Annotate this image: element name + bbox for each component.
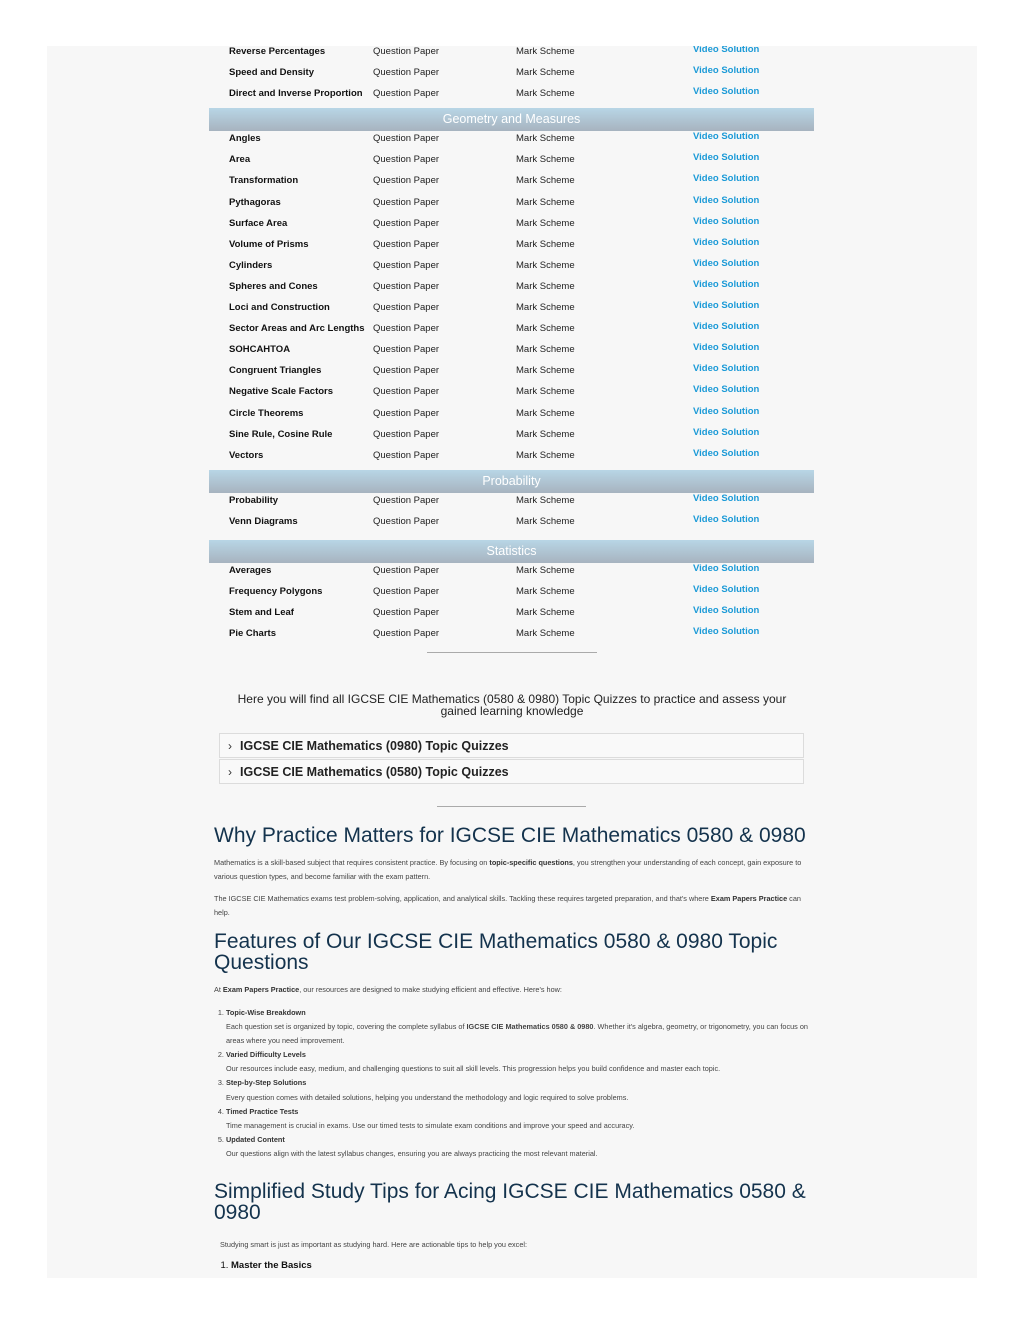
question-paper-link[interactable]: Question Paper (373, 238, 440, 250)
feature-description: Our questions align with the latest syllabus changes, ensuring you are always practicing the most relevant material. (226, 1148, 598, 1158)
mark-scheme-link[interactable]: Mark Scheme (516, 386, 575, 398)
feature-title: Updated Content (226, 1134, 285, 1144)
feature-item (226, 1133, 826, 1161)
question-paper-link[interactable]: Question Paper (373, 365, 440, 377)
topic-name: Spheres and Cones (229, 280, 318, 292)
question-paper-link[interactable]: Question Paper (373, 515, 440, 527)
table-row (209, 407, 814, 428)
quiz-intro: Here you will find all IGCSE CIE Mathematics (0580 & 0980) Topic Quizzes to practice and assess your gained learning knowledge (237, 692, 787, 718)
mark-scheme-link[interactable]: Mark Scheme (516, 217, 575, 229)
table-row (209, 627, 814, 648)
mark-scheme-link[interactable]: Mark Scheme (516, 88, 575, 100)
section-heading-probability: Probability (209, 470, 814, 493)
video-solution-link[interactable]: Video Solution (693, 584, 760, 596)
features-heading: Features of Our IGCSE CIE Mathematics 0580 & 0980 Topic Questions (214, 930, 778, 974)
video-solution-link[interactable]: Video Solution (693, 321, 760, 333)
question-paper-link[interactable]: Question Paper (373, 259, 440, 271)
table-row (209, 87, 814, 108)
table-row (209, 606, 814, 627)
topic-name: Probability (229, 494, 279, 506)
table-row (209, 385, 814, 406)
question-paper-link[interactable]: Question Paper (373, 323, 440, 335)
topic-name: Reverse Percentages (229, 46, 326, 57)
question-paper-link[interactable]: Question Paper (373, 449, 440, 461)
accordion-quizzes-0580[interactable] (219, 759, 804, 784)
question-paper-link[interactable]: Question Paper (373, 564, 440, 576)
topic-table (209, 46, 814, 648)
mark-scheme-link[interactable]: Mark Scheme (516, 175, 575, 187)
tips-list (219, 1260, 312, 1271)
table-row (209, 238, 814, 259)
feature-title: Timed Practice Tests (226, 1106, 299, 1116)
why-heading: Why Practice Matters for IGCSE CIE Mathematics 0580 & 0980 (214, 824, 806, 847)
topic-name: Averages (229, 564, 272, 576)
topic-name: Speed and Density (229, 67, 314, 79)
mark-scheme-link[interactable]: Mark Scheme (516, 302, 575, 314)
video-solution-link[interactable]: Video Solution (693, 405, 760, 417)
question-paper-link[interactable]: Question Paper (373, 46, 440, 57)
table-row (209, 449, 814, 470)
feature-description: Each question set is organized by topic, covering the complete syllabus of IGCSE CIE Mathematics 0580 & 0980. Whether it's algebra, geometry, or trigonometry, you can focus on areas where you need improvement. (226, 1022, 808, 1046)
section-heading-geometry: Geometry and Measures (209, 108, 814, 131)
video-solution-link[interactable]: Video Solution (693, 131, 760, 143)
accordion-quizzes-0980[interactable] (219, 733, 804, 758)
number-rows (209, 46, 814, 108)
topic-name: Volume of Prisms (229, 238, 309, 250)
question-paper-link[interactable]: Question Paper (373, 344, 440, 356)
accordion-label: IGCSE CIE Mathematics (0980) Topic Quizzes (240, 739, 509, 753)
topic-name: Negative Scale Factors (229, 386, 334, 398)
video-solution-link[interactable]: Video Solution (693, 152, 760, 164)
geometry-rows (209, 131, 814, 470)
feature-title: Topic-Wise Breakdown (226, 1008, 306, 1017)
mark-scheme-link[interactable]: Mark Scheme (516, 428, 575, 440)
question-paper-link[interactable]: Question Paper (373, 407, 440, 419)
mark-scheme-link[interactable]: Mark Scheme (516, 323, 575, 335)
feature-title: Varied Difficulty Levels (226, 1050, 306, 1060)
topic-name: Vectors (229, 449, 264, 461)
features-list (214, 1006, 826, 1161)
topic-name: Circle Theorems (229, 407, 304, 419)
feature-description: Time management is crucial in exams. Use our timed tests to simulate exam conditions and improve your speed and accuracy. (226, 1120, 635, 1130)
video-solution-link[interactable]: Video Solution (693, 215, 760, 227)
mark-scheme-link[interactable]: Mark Scheme (516, 628, 575, 640)
question-paper-link[interactable]: Question Paper (373, 133, 440, 145)
video-solution-link[interactable]: Video Solution (693, 513, 760, 525)
topic-name: Angles (229, 133, 261, 145)
mark-scheme-link[interactable]: Mark Scheme (516, 67, 575, 79)
topic-name: Transformation (229, 175, 299, 187)
video-solution-link[interactable]: Video Solution (693, 562, 760, 574)
video-solution-link[interactable]: Video Solution (693, 447, 760, 459)
video-solution-link[interactable]: Video Solution (693, 46, 760, 55)
feature-description: Every question comes with detailed solutions, helping you understand the methodology and logic required to solve problems. (226, 1092, 629, 1102)
mark-scheme-link[interactable]: Mark Scheme (516, 515, 575, 527)
video-solution-link[interactable]: Video Solution (693, 605, 760, 617)
features-intro: At Exam Papers Practice, our resources are designed to make studying efficient and effective. Here's how: (214, 985, 562, 994)
mark-scheme-link[interactable]: Mark Scheme (516, 238, 575, 250)
topic-name: Frequency Polygons (229, 586, 323, 598)
question-paper-link[interactable]: Question Paper (373, 217, 440, 229)
video-solution-link[interactable]: Video Solution (693, 194, 760, 206)
statistics-rows (209, 563, 814, 648)
table-row (209, 280, 814, 301)
table-row (209, 174, 814, 195)
video-solution-link[interactable]: Video Solution (693, 86, 760, 98)
topic-name: Sine Rule, Cosine Rule (229, 428, 333, 440)
divider (437, 806, 586, 807)
topic-name: Direct and Inverse Proportion (229, 88, 363, 100)
mark-scheme-link[interactable]: Mark Scheme (516, 344, 575, 356)
video-solution-link[interactable]: Video Solution (693, 492, 760, 504)
table-row (209, 217, 814, 238)
table-row (209, 364, 814, 385)
topic-name: Pie Charts (229, 628, 276, 640)
mark-scheme-link[interactable]: Mark Scheme (516, 564, 575, 576)
mark-scheme-link[interactable]: Mark Scheme (516, 46, 575, 57)
mark-scheme-link[interactable]: Mark Scheme (516, 259, 575, 271)
table-row (209, 301, 814, 322)
question-paper-link[interactable]: Question Paper (373, 494, 440, 506)
video-solution-link[interactable]: Video Solution (693, 384, 760, 396)
accordion-label: IGCSE CIE Mathematics (0580) Topic Quizzes (240, 765, 509, 779)
topic-name: Stem and Leaf (229, 607, 294, 619)
topic-name: Area (229, 154, 251, 166)
topic-name: Sector Areas and Arc Lengths (229, 323, 365, 335)
divider (427, 652, 597, 653)
mark-scheme-link[interactable]: Mark Scheme (516, 133, 575, 145)
question-paper-link[interactable]: Question Paper (373, 196, 440, 208)
feature-item (226, 1006, 826, 1048)
feature-description: Our resources include easy, medium, and challenging questions to suit all skill levels. This progression helps you build confidence and master each topic. (226, 1064, 721, 1074)
video-solution-link[interactable]: Video Solution (693, 278, 760, 290)
topic-name: Congruent Triangles (229, 365, 322, 377)
tips-intro: Studying smart is just as important as studying hard. Here are actionable tips to help you excel: (220, 1240, 528, 1249)
table-row (209, 196, 814, 217)
question-paper-link[interactable]: Question Paper (373, 154, 440, 166)
why-paragraph-1: Mathematics is a skill-based subject that requires consistent practice. By focusing on topic-specific questions, you strengthen your understanding of each concept, gain exposure to various question types, and become familiar with the exam pattern. (214, 858, 802, 881)
table-row (209, 515, 814, 536)
question-paper-link[interactable]: Question Paper (373, 607, 440, 619)
probability-rows (209, 493, 814, 536)
video-solution-link[interactable]: Video Solution (693, 173, 760, 185)
table-row (209, 66, 814, 87)
mark-scheme-link[interactable]: Mark Scheme (516, 365, 575, 377)
video-solution-link[interactable]: Video Solution (693, 342, 760, 354)
mark-scheme-link[interactable]: Mark Scheme (516, 494, 575, 506)
table-row (209, 46, 814, 66)
feature-title: Step-by-Step Solutions (226, 1078, 307, 1088)
page-content (47, 46, 977, 1278)
table-row (209, 343, 814, 364)
chevron-right-icon: › (228, 765, 232, 779)
video-solution-link[interactable]: Video Solution (693, 236, 760, 248)
table-row (209, 585, 814, 606)
table-row (209, 153, 814, 174)
video-solution-link[interactable]: Video Solution (693, 65, 760, 77)
topic-name: Loci and Construction (229, 302, 330, 314)
mark-scheme-link[interactable]: Mark Scheme (516, 196, 575, 208)
question-paper-link[interactable]: Question Paper (373, 280, 440, 292)
topic-name: SOHCAHTOA (229, 344, 291, 356)
feature-item (226, 1076, 826, 1104)
table-row (209, 494, 814, 515)
feature-item (226, 1105, 826, 1133)
table-row (209, 259, 814, 280)
video-solution-link[interactable]: Video Solution (693, 626, 760, 638)
video-solution-link[interactable]: Video Solution (693, 257, 760, 269)
section-heading-statistics: Statistics (209, 540, 814, 563)
table-row (209, 428, 814, 449)
video-solution-link[interactable]: Video Solution (693, 363, 760, 375)
table-row (209, 322, 814, 343)
topic-name: Surface Area (229, 217, 288, 229)
why-paragraph-2: The IGCSE CIE Mathematics exams test problem-solving, application, and analytical skills. Tackling these requires targeted preparation, and that's where Exam Papers Practice can help. (214, 894, 801, 917)
video-solution-link[interactable]: Video Solution (693, 300, 760, 312)
question-paper-link[interactable]: Question Paper (373, 302, 440, 314)
tip-item: 1. Master the Basics (231, 1260, 312, 1271)
question-paper-link[interactable]: Question Paper (373, 628, 440, 640)
table-row (209, 132, 814, 153)
mark-scheme-link[interactable]: Mark Scheme (516, 154, 575, 166)
video-solution-link[interactable]: Video Solution (693, 426, 760, 438)
question-paper-link[interactable]: Question Paper (373, 428, 440, 440)
feature-item (226, 1048, 826, 1076)
mark-scheme-link[interactable]: Mark Scheme (516, 607, 575, 619)
question-paper-link[interactable]: Question Paper (373, 386, 440, 398)
tips-heading: Simplified Study Tips for Acing IGCSE CIE Mathematics 0580 & 0980 (214, 1180, 806, 1224)
topic-name: Pythagoras (229, 196, 281, 208)
mark-scheme-link[interactable]: Mark Scheme (516, 586, 575, 598)
question-paper-link[interactable]: Question Paper (373, 88, 440, 100)
table-row (209, 564, 814, 585)
mark-scheme-link[interactable]: Mark Scheme (516, 449, 575, 461)
question-paper-link[interactable]: Question Paper (373, 67, 440, 79)
question-paper-link[interactable]: Question Paper (373, 586, 440, 598)
topic-name: Venn Diagrams (229, 515, 298, 527)
mark-scheme-link[interactable]: Mark Scheme (516, 280, 575, 292)
chevron-right-icon: › (228, 739, 232, 753)
topic-name: Cylinders (229, 259, 273, 271)
mark-scheme-link[interactable]: Mark Scheme (516, 407, 575, 419)
question-paper-link[interactable]: Question Paper (373, 175, 440, 187)
